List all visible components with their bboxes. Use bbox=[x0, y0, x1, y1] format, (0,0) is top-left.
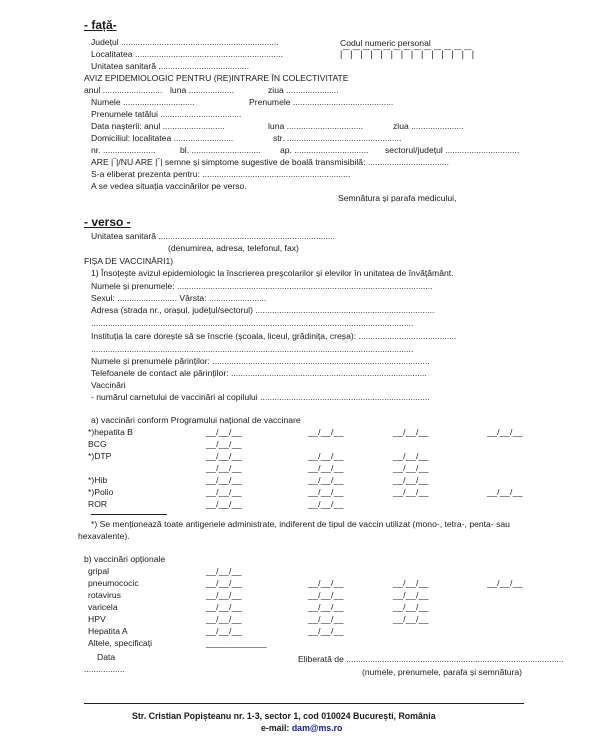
semnatura-label: Semnătura și parafa medicului, bbox=[338, 193, 457, 203]
vaccine-label: *)hepatita B bbox=[88, 427, 133, 437]
vaccine-label: ROR bbox=[88, 499, 108, 509]
vaccine-date-1: __/__/__ bbox=[206, 427, 242, 437]
vaccine-label: *)DTP bbox=[88, 451, 112, 461]
luna-field: luna ................... bbox=[170, 85, 234, 95]
vaccine-date-3: __/__/__ bbox=[393, 614, 429, 624]
vaccine-date-2: __/__/__ bbox=[308, 487, 344, 497]
footer-email-label: e-mail: bbox=[261, 723, 290, 733]
data-dots: ................. bbox=[84, 664, 125, 674]
numele-prenumele-field: Numele și prenumele: ........................................................................................................... bbox=[91, 281, 433, 291]
institutia-field: Instituția la care dorește să se înscrie (școala, liceul, grădinița, creșa): ......................................... bbox=[91, 331, 457, 341]
vaccine-label: varicela bbox=[88, 602, 118, 612]
vaccine-date-2: __/__/__ bbox=[308, 427, 344, 437]
vaccine-date-1: __/__/__ bbox=[206, 602, 242, 612]
vaccine-date-2: __/__/__ bbox=[308, 614, 344, 624]
vaccine-date-1: __/__/__ bbox=[206, 487, 242, 497]
vaccine-date-1: __/__/__ bbox=[206, 566, 242, 576]
cnp-label: Codul numeric personal bbox=[340, 38, 431, 48]
aviz-title: AVIZ EPIDEMIOLOGIC PENTRU (RE)INTRARE ÎN COLECTIVITATE bbox=[84, 73, 349, 83]
vaccine-date-1: ____________ bbox=[206, 638, 267, 648]
domiciliul-field: Domiciliul: localitatea ......................... bbox=[91, 133, 234, 143]
vaccine-date-1: __/__/__ bbox=[206, 626, 242, 636]
localitatea-field: Localitatea .............................................................. bbox=[91, 49, 283, 59]
vaccine-label: *)Polio bbox=[88, 487, 114, 497]
ap-field: ap. ............................... bbox=[280, 145, 369, 155]
vaccine-label: *)Hib bbox=[88, 475, 108, 485]
data-luna-field: luna ................................ bbox=[268, 121, 364, 131]
vaccine-date-1: __/__/__ bbox=[206, 463, 242, 473]
prenumele-tatalui-field: Prenumele tatălui .................................. bbox=[91, 109, 242, 119]
vaccine-date-2: __/__/__ bbox=[308, 626, 344, 636]
vaccine-date-1: __/__/__ bbox=[206, 475, 242, 485]
simptome-field: ARE |‾|/NU ARE |‾| semne și simptome sugestive de boală transmisibilă: .................................. bbox=[91, 157, 450, 167]
vaccine-date-3: __/__/__ bbox=[393, 487, 429, 497]
front-heading: - față- bbox=[84, 18, 117, 32]
vaccine-date-3: __/__/__ bbox=[393, 427, 429, 437]
vaccine-date-4: __/__/__ bbox=[487, 578, 523, 588]
footer-address: Str. Cristian Popișteanu nr. 1-3, sector 1, cod 010024 București, România bbox=[132, 711, 436, 721]
eliberat-field: S-a eliberat prezenta pentru: .............................................................. bbox=[91, 169, 351, 179]
footer-email-line bbox=[261, 723, 342, 733]
footnote-line-2: hexavalente). bbox=[78, 531, 130, 541]
vaccine-date-1: __/__/__ bbox=[206, 578, 242, 588]
cnp-boxes: |‾‾|‾‾|‾‾|‾‾|‾‾|‾‾|‾‾|‾‾|‾‾|‾‾|‾‾|‾‾|‾‾| bbox=[340, 49, 475, 59]
vaccine-date-1: __/__/__ bbox=[206, 439, 242, 449]
ziua-field: ziua ...................... bbox=[268, 85, 339, 95]
str-field: str. ................................................ bbox=[273, 133, 402, 143]
vaccine-date-1: __/__/__ bbox=[206, 590, 242, 600]
vaccine-date-1: __/__/__ bbox=[206, 614, 242, 624]
nr-field: nr. ...................... bbox=[91, 145, 156, 155]
footer-email-link[interactable]: dam@ms.ro bbox=[291, 723, 343, 733]
adresa-field: Adresa (strada nr., orașul, județul/sectorul) ........................................................................... bbox=[91, 305, 435, 315]
vaccine-date-3: __/__/__ bbox=[393, 475, 429, 485]
vaccine-label: HPV bbox=[88, 614, 106, 624]
carnet-field: - numărul carnetului de vaccinări al copilului ....................................................................... bbox=[91, 392, 430, 402]
unitatea-field: Unitatea sanitară ...................................... bbox=[91, 61, 250, 71]
vaccine-date-2: __/__/__ bbox=[308, 451, 344, 461]
data-ziua-field: ziua ...................... bbox=[393, 121, 464, 131]
vaccine-label: BCG bbox=[88, 439, 107, 449]
adresa-continuation: ....................................................................................................................................... bbox=[91, 318, 414, 328]
vaccine-date-2: __/__/__ bbox=[308, 578, 344, 588]
vaccinari-label: Vaccinări bbox=[91, 380, 126, 390]
vaccine-date-3: __/__/__ bbox=[393, 602, 429, 612]
footer-divider bbox=[84, 703, 524, 704]
data-nasterii-field: Data nașterii: anul .......................... bbox=[91, 121, 225, 131]
vaccine-label: pneumococic bbox=[88, 578, 139, 588]
numele-field: Numele .............................. bbox=[91, 97, 195, 107]
eliberata-field: Eliberată de ........................................................................................... bbox=[298, 654, 564, 664]
anul-field: anul ......................... bbox=[84, 85, 163, 95]
judet-field: Județul .................................................................. bbox=[91, 37, 279, 47]
vaccine-label: rotavirus bbox=[88, 590, 121, 600]
verso-unitatea-field: Unitatea sanitară .......................................................................... bbox=[91, 231, 336, 241]
parintii-field: Numele și prenumele părinților: ........................................................................................... bbox=[91, 356, 430, 366]
section-a-title: a) vaccinări conform Programului național de vaccinare bbox=[91, 415, 301, 425]
vaccine-label: Altele, specificați bbox=[88, 638, 153, 648]
vaccine-date-2: __/__/__ bbox=[308, 463, 344, 473]
verso-unitatea-hint: (denumirea, adresa, telefonul, fax) bbox=[168, 243, 299, 253]
eliberata-hint: (numele, prenumele, parafa și semnătura) bbox=[362, 667, 523, 677]
fisa-title: FIȘA DE VACCINĂRI1) bbox=[84, 256, 174, 266]
institutia-continuation: ....................................................................................................................................... bbox=[91, 344, 414, 354]
vaccine-label: Hepatita A bbox=[88, 626, 128, 636]
vaccine-date-4: __/__/__ bbox=[487, 487, 523, 497]
section-b-title: b) vaccinări opționale bbox=[84, 554, 166, 564]
vaccine-label: gripal bbox=[88, 566, 110, 576]
vaccine-date-2: __/__/__ bbox=[308, 475, 344, 485]
footnote-divider bbox=[91, 514, 167, 515]
vaccine-date-2: __/__/__ bbox=[308, 499, 344, 509]
data-label: Data bbox=[97, 652, 116, 662]
vaccine-date-4: __/__/__ bbox=[487, 427, 523, 437]
vaccine-date-2: __/__/__ bbox=[308, 590, 344, 600]
vaccine-date-2: __/__/__ bbox=[308, 602, 344, 612]
insoteste-paragraph: 1) Însoțește avizul epidemiologic la înscrierea preșcolarilor și elevilor în unitatea de învățământ. bbox=[91, 268, 454, 278]
vaccine-date-1: __/__/__ bbox=[206, 499, 242, 509]
sectorul-field: sectorul/județul ............................... bbox=[385, 145, 520, 155]
bl-field: bl. ............................. bbox=[180, 145, 261, 155]
vaccine-date-3: __/__/__ bbox=[393, 578, 429, 588]
footnote-line-1: *) Se menționează toate antigenele administrate, indiferent de tipul de vaccin utilizat (mono-, tetra-, penta- sau bbox=[91, 519, 510, 529]
verso-note: A se vedea situația vaccinărilor pe verso. bbox=[91, 181, 247, 191]
telefoane-field: Telefoanele de contact ale părinților: .................................................................................. bbox=[91, 368, 427, 378]
vaccine-date-3: __/__/__ bbox=[393, 463, 429, 473]
vaccine-date-3: __/__/__ bbox=[393, 451, 429, 461]
vaccine-date-3: __/__/__ bbox=[393, 590, 429, 600]
prenumele-field: Prenumele .......................................... bbox=[249, 97, 394, 107]
sexul-varsta-field: Sexul: ......................... Vârsta: ........................ bbox=[91, 293, 267, 303]
verso-heading: - verso - bbox=[84, 215, 131, 229]
vaccine-date-1: __/__/__ bbox=[206, 451, 242, 461]
